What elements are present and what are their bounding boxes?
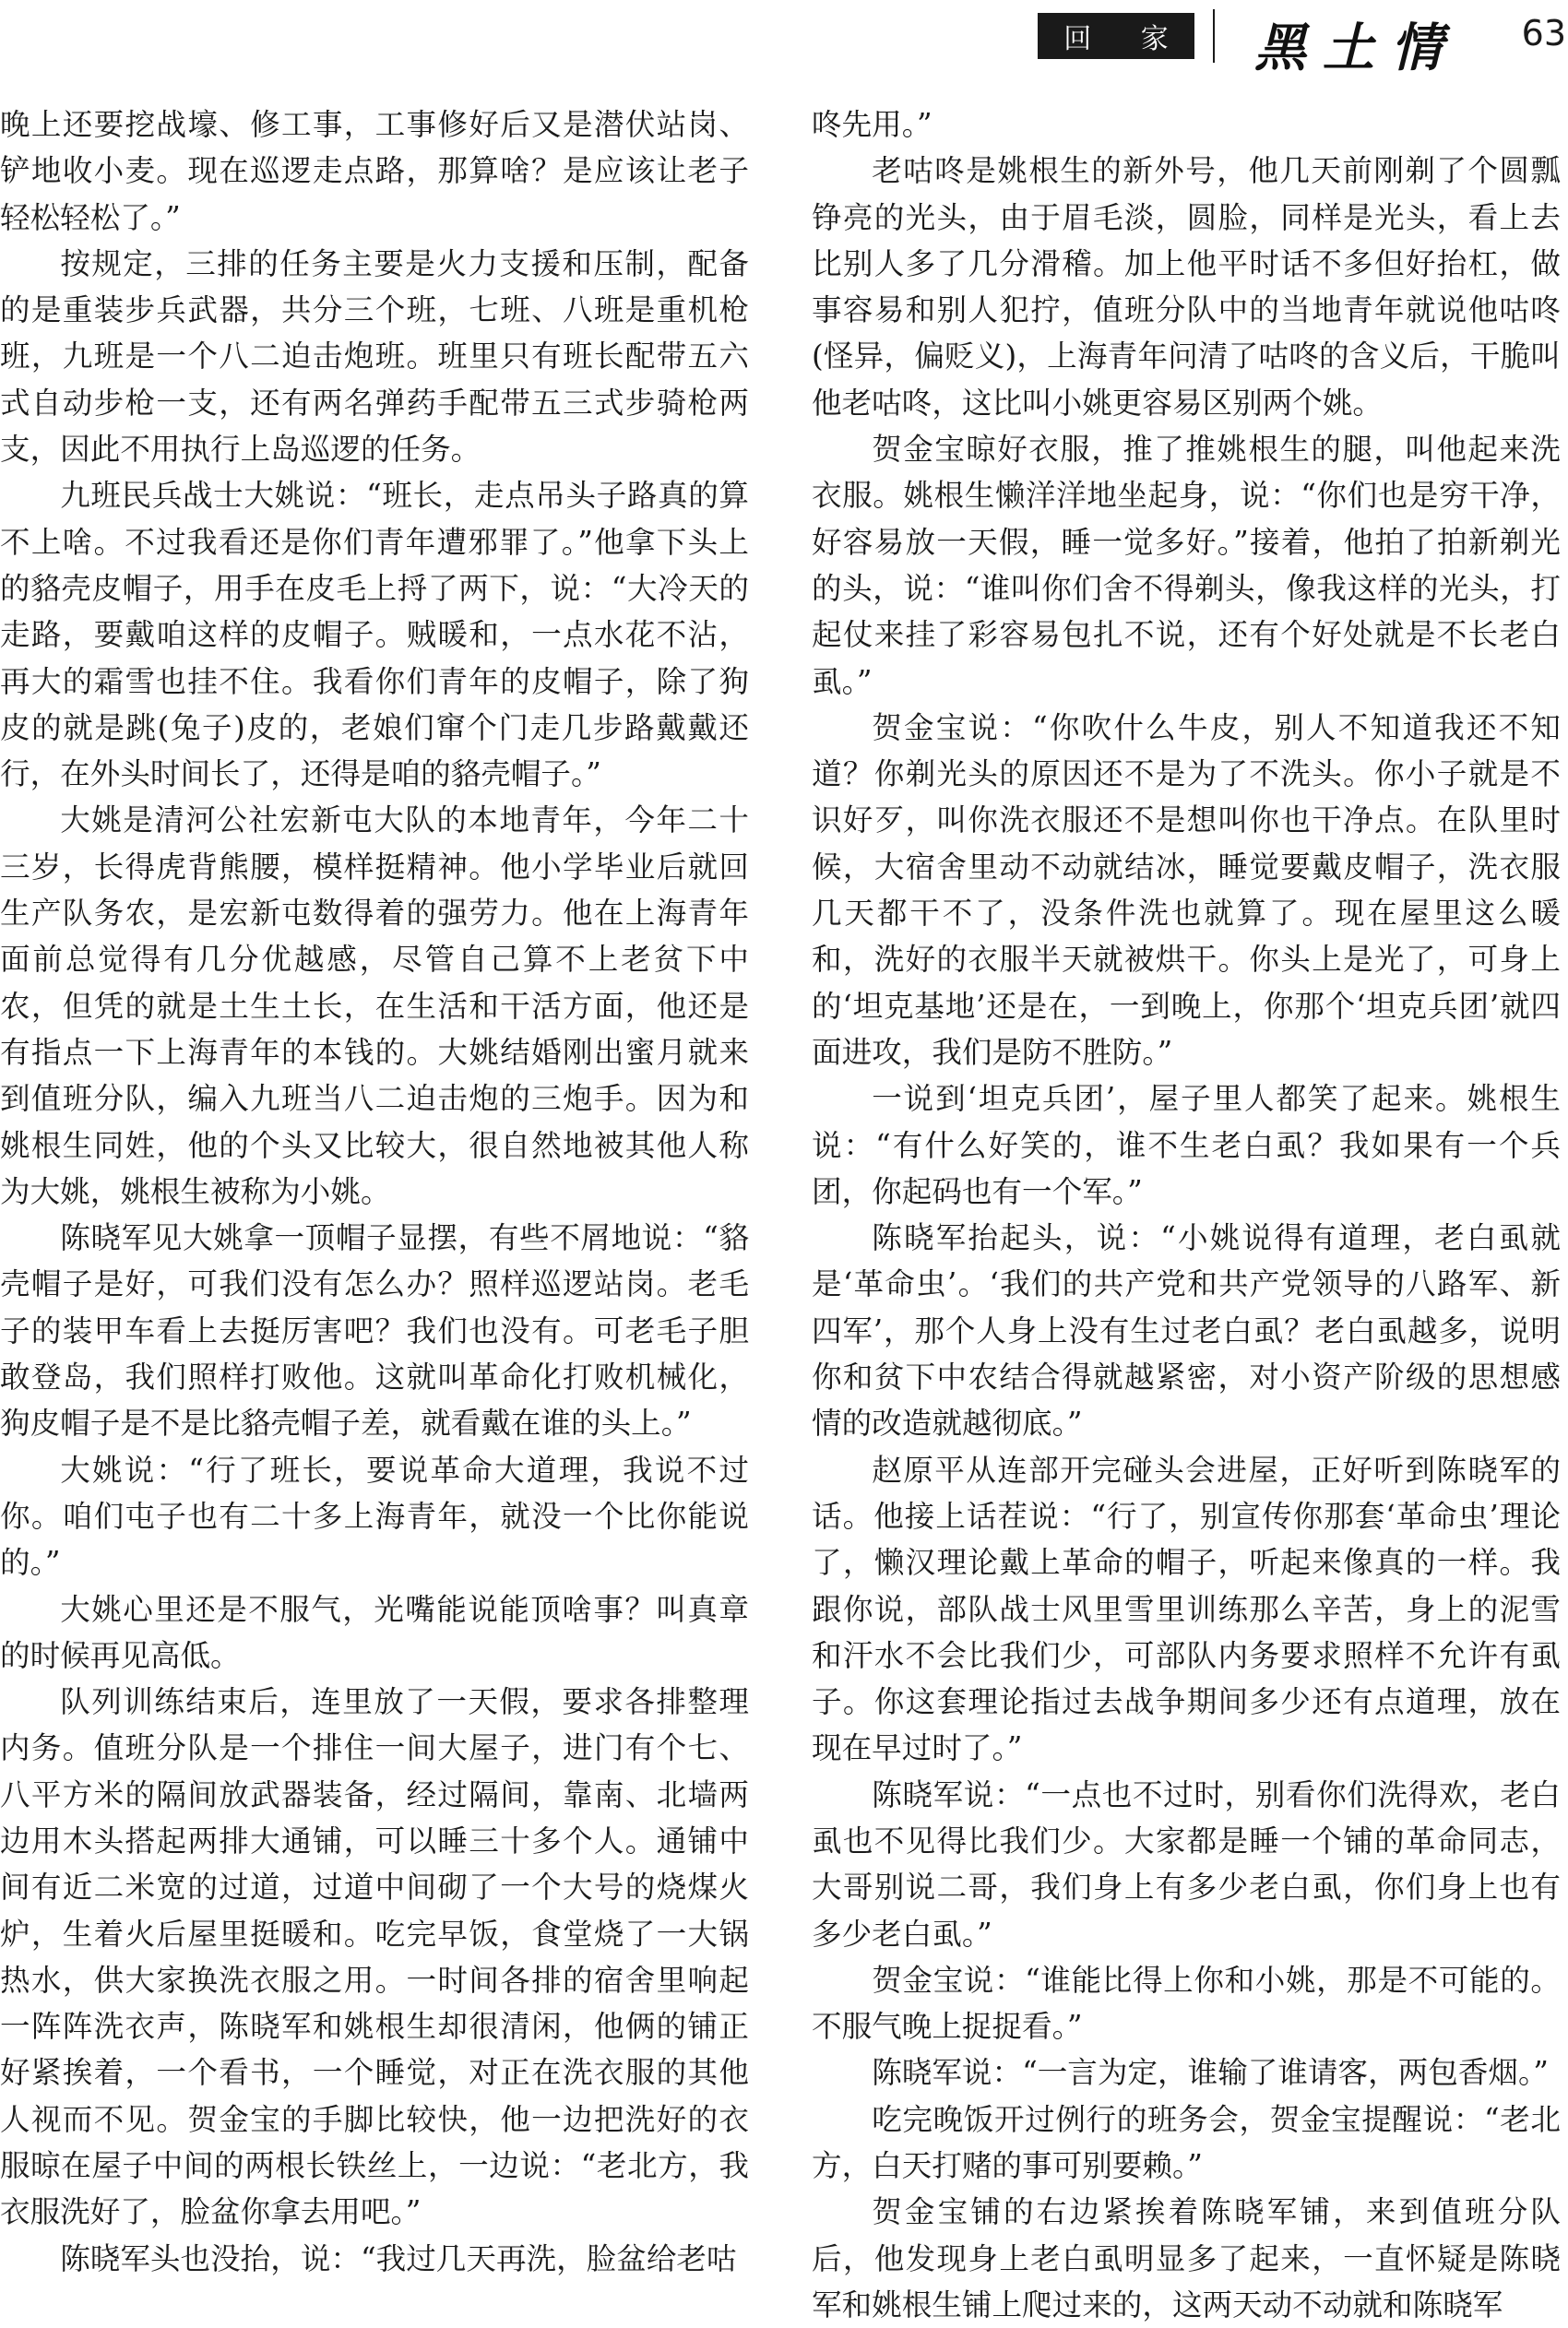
paragraph: 陈晓军说：“一点也不过时，别看你们洗得欢，老白虱也不见得比我们少。大家都是睡一个铺的革命同志，大哥别说二哥，我们身上有多少老白虱，你们身上也有多少老白虱。” [812,1776,1561,1952]
paragraph: 陈晓军头也没抬，说：“我过几天再洗，脸盆给老咕 [60,2240,737,2276]
left-column [0,101,749,2276]
paragraph: 咚先用。” [812,107,932,142]
page-header [0,0,1568,78]
paragraph: 吃完晚饭开过例行的班务会，贺金宝提醒说：“老北方，白天打赌的事可别要赖。” [812,2101,1561,2184]
paragraph: 大姚说：“行了班长，要说革命大道理，我说不过你。咱们屯子也有二十多上海青年，就没一个比你能说的。” [0,1452,749,1581]
paragraph: 贺金宝说：“你吹什么牛皮，别人不知道我还不知道？你剃光头的原因还不是为了不洗头。你小子就是不识好歹，叫你洗衣服还不是想叫你也干净点。在队里时候，大宿舍里动不动就结冰，睡觉要戴皮帽子，洗衣服几天都干不了，没条件洗也就算了。现在屋里这么暖和，洗好的衣服半天就被烘干。你头上是光了，可身上的‘坦克基地’还是在，一到晚上，你那个‘坦克兵团’就四面进攻，我们是防不胜防。” [812,709,1561,1070]
paragraph: 陈晓军见大姚拿一顶帽子显摆，有些不屑地说：“貉壳帽子是好，可我们没有怎么办？照样巡逻站岗。老毛子的装甲车看上去挺厉害吧？我们也没有。可老毛子胆敢登岛，我们照样打败他。这就叫革命化打败机械化，狗皮帽子是不是比貉壳帽子差，就看戴在谁的头上。” [0,1220,749,1442]
paragraph: 大姚心里还是不服气，光嘴能说能顶啥事？叫真章的时候再见高低。 [0,1591,749,1673]
paragraph: 队列训练结束后，连里放了一天假，要求各排整理内务。值班分队是一个排住一间大屋子，进门有个七、八平方米的隔间放武器装备，经过隔间，靠南、北墙两边用木头搭起两排大通铺，可以睡三十多个人。通铺中间有近二米宽的过道，过道中间砌了一个大号的烧煤火炉，生着火后屋里挺暖和。吃完早饭，食堂烧了一大锅热水，供大家换洗衣服之用。一时间各排的宿舍里响起一阵阵洗衣声，陈晓军和姚根生却很清闲，他俩的铺正好紧挨着，一个看书，一个睡觉，对正在洗衣服的其他人视而不见。贺金宝的手脚比较快，他一边把洗好的衣服晾在屋子中间的两根长铁丝上，一边说：“老北方，我衣服洗好了，脸盆你拿去用吧。” [0,1684,749,2230]
paragraph: 贺金宝铺的右边紧挨着陈晓军铺，来到值班分队后，他发现身上老白虱明显多了起来，一直怀疑是陈晓军和姚根生铺上爬过来的，这两天动不动就和陈晓军 [812,2194,1561,2322]
paragraph: 老咕咚是姚根生的新外号，他几天前刚剃了个圆瓢铮亮的光头，由于眉毛淡，圆脸，同样是光头，看上去比别人多了几分滑稽。加上他平时话不多但好抬杠，做事容易和别人犯拧，值班分队中的当地青年就说他咕咚(怪异，偏贬义)，上海青年问清了咕咚的含义后，干脆叫他老咕咚，这比叫小姚更容易区别两个姚。 [812,153,1561,421]
paragraph: 陈晓军抬起头，说：“小姚说得有道理，老白虱就是‘革命虫’。‘我们的共产党和共产党领导的八路军、新四军’，那个人身上没有生过老白虱？老白虱越多，说明你和贫下中农结合得就越紧密，对小资产阶级的思想感情的改造就越彻底。” [812,1220,1561,1442]
paragraph: 贺金宝晾好衣服，推了推姚根生的腿，叫他起来洗衣服。姚根生懒洋洋地坐起身，说：“你们也是穷干净，好容易放一天假，睡一觉多好。”接着，他拍了拍新剃光的头，说：“谁叫你们舍不得剃头，像我这样的光头，打起仗来挂了彩容易包扎不说，还有个好处就是不长老白虱。” [812,432,1561,699]
paragraph: 按规定，三排的任务主要是火力支援和压制，配备的是重装步兵武器，共分三个班，七班、八班是重机枪班，九班是一个八二迫击炮班。班里只有班长配带五六式自动步枪一支，还有两名弹药手配带五三式步骑枪两支，因此不用执行上岛巡逻的任务。 [0,245,749,468]
header-divider [1213,9,1215,63]
paragraph: 晚上还要挖战壕、修工事，工事修好后又是潜伏站岗、铲地收小麦。现在巡逻走点路，那算啥？是应该让老子轻松轻松了。” [0,107,749,235]
paragraph: 大姚是清河公社宏新屯大队的本地青年，今年二十三岁，长得虎背熊腰，模样挺精神。他小学毕业后就回生产队务农，是宏新屯数得着的强劳力。他在上海青年面前总觉得有几分优越感，尽管自己算不上老贫下中农，但凭的就是土生土长，在生活和干活方面，他还是有指点一下上海青年的本钱的。大姚结婚刚出蜜月就来到值班分队，编入九班当八二迫击炮的三炮手。因为和姚根生同姓，他的个头又比较大，很自然地被其他人称为大姚，姚根生被称为小姚。 [0,802,749,1209]
right-column [812,101,1561,2322]
paragraph: 贺金宝说：“谁能比得上你和小姚，那是不可能的。不服气晚上捉捉看。” [812,1962,1561,2045]
paragraph: 陈晓军说：“一言为定，谁输了谁请客，两包香烟。” [872,2055,1549,2091]
section-tag: 回 家 [1038,13,1194,59]
paragraph: 赵原平从连部开完碰头会进屋，正好听到陈晓军的话。他接上话茬说：“行了，别宣传你那套‘革命虫’理论了，懒汉理论戴上革命的帽子，听起来像真的一样。我跟你说，部队战士风里雪里训练那么辛苦，身上的泥雪和汗水不会比我们少，可部队内务要求照样不允许有虱子。你这套理论指过去战争期间多少还有点道理，放在现在早过时了。” [812,1452,1561,1766]
page-number: 63 [1521,13,1566,53]
magazine-name: 黑土情 [1254,18,1459,78]
paragraph: 九班民兵战士大姚说：“班长，走点吊头子路真的算不上啥。不过我看还是你们青年遭邪罪了。”他拿下头上的貉壳皮帽子，用手在皮毛上捋了两下，说：“大冷天的走路，要戴咱这样的皮帽子。贼暖和，一点水花不沾，再大的霜雪也挂不住。我看你们青年的皮帽子，除了狗皮的就是跳(兔子)皮的，老娘们窜个门走几步路戴戴还行，在外头时间长了，还得是咱的貉壳帽子。” [0,478,749,792]
paragraph: 一说到‘坦克兵团’，屋子里人都笑了起来。姚根生说：“有什么好笑的，谁不生老白虱？我如果有一个兵团，你起码也有一个军。” [812,1081,1561,1209]
